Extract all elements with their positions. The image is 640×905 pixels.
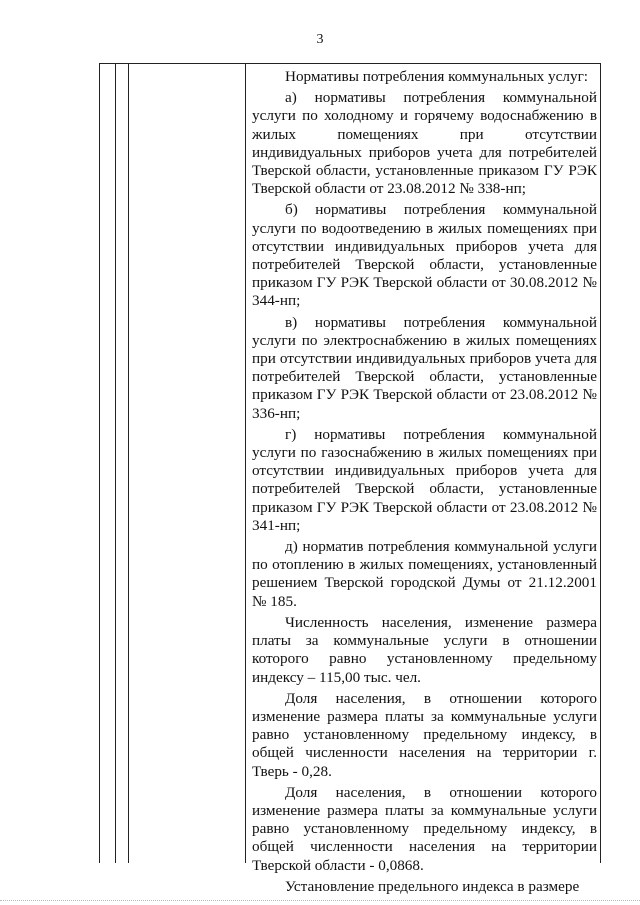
paragraph-share-region: Доля населения, в отношении которого изменение размера платы за коммунальные услуги равно установленному предельному индексу, в общей численности населения на территории Тверской области - 0,0868. (252, 783, 597, 874)
table-text-cell (252, 68, 597, 899)
document-table (99, 63, 601, 895)
table-column-divider (128, 64, 129, 863)
paragraph-population: Численность населения, изменение размера платы за коммунальные услуги в отношении которого равно установленному предельному индексу – 115,00 тыс. чел. (252, 613, 597, 686)
paragraph-index-setting: Установление предельного индекса в размере (285, 877, 580, 895)
paragraph-item-d: д) норматив потребления коммунальной услуги по отоплению в жилых помещениях, установленный решением Тверской городской Думы от 21.12.2001 № 185. (252, 538, 597, 610)
paragraph-item-a: а) нормативы потребления коммунальной услуги по холодному и горячему водоснабжению в жилых помещениях при отсутствии индивидуальных приборов учета для потребителей Тверской области, установленные приказом ГУ РЭК Тверской области от 23.08.2012 № 338-нп; (252, 89, 597, 198)
table-column-divider (245, 64, 246, 863)
paragraph-share-city: Доля населения, в отношении которого изменение размера платы за коммунальные услуги равно установленному предельному индексу, в общей численности населения на территории г. Тверь - 0,28. (252, 689, 597, 780)
paragraph-heading: Нормативы потребления коммунальных услуг: (285, 68, 589, 85)
table-column-divider (115, 64, 116, 863)
scan-artifact-line (0, 900, 640, 903)
paragraph-item-b: б) нормативы потребления коммунальной услуги по водоотведению в жилых помещениях при отсутствии индивидуальных приборов учета для потребителей Тверской области, установленные приказом ГУ РЭК Тверской области от 30.08.2012 № 344-нп; (252, 201, 597, 310)
page-number: 3 (316, 32, 324, 47)
paragraph-item-v: в) нормативы потребления коммунальной услуги по электроснабжению в жилых помещениях при отсутствии индивидуальных приборов учета для потребителей Тверской области, установленные приказом ГУ РЭК Тверской области от 23.08.2012 № 336-нп; (252, 313, 597, 422)
paragraph-item-g: г) нормативы потребления коммунальной услуги по газоснабжению в жилых помещениях при отсутствии индивидуальных приборов учета для потребителей Тверской области, установленные приказом ГУ РЭК Тверской области от 23.08.2012 № 341-нп; (252, 425, 597, 534)
